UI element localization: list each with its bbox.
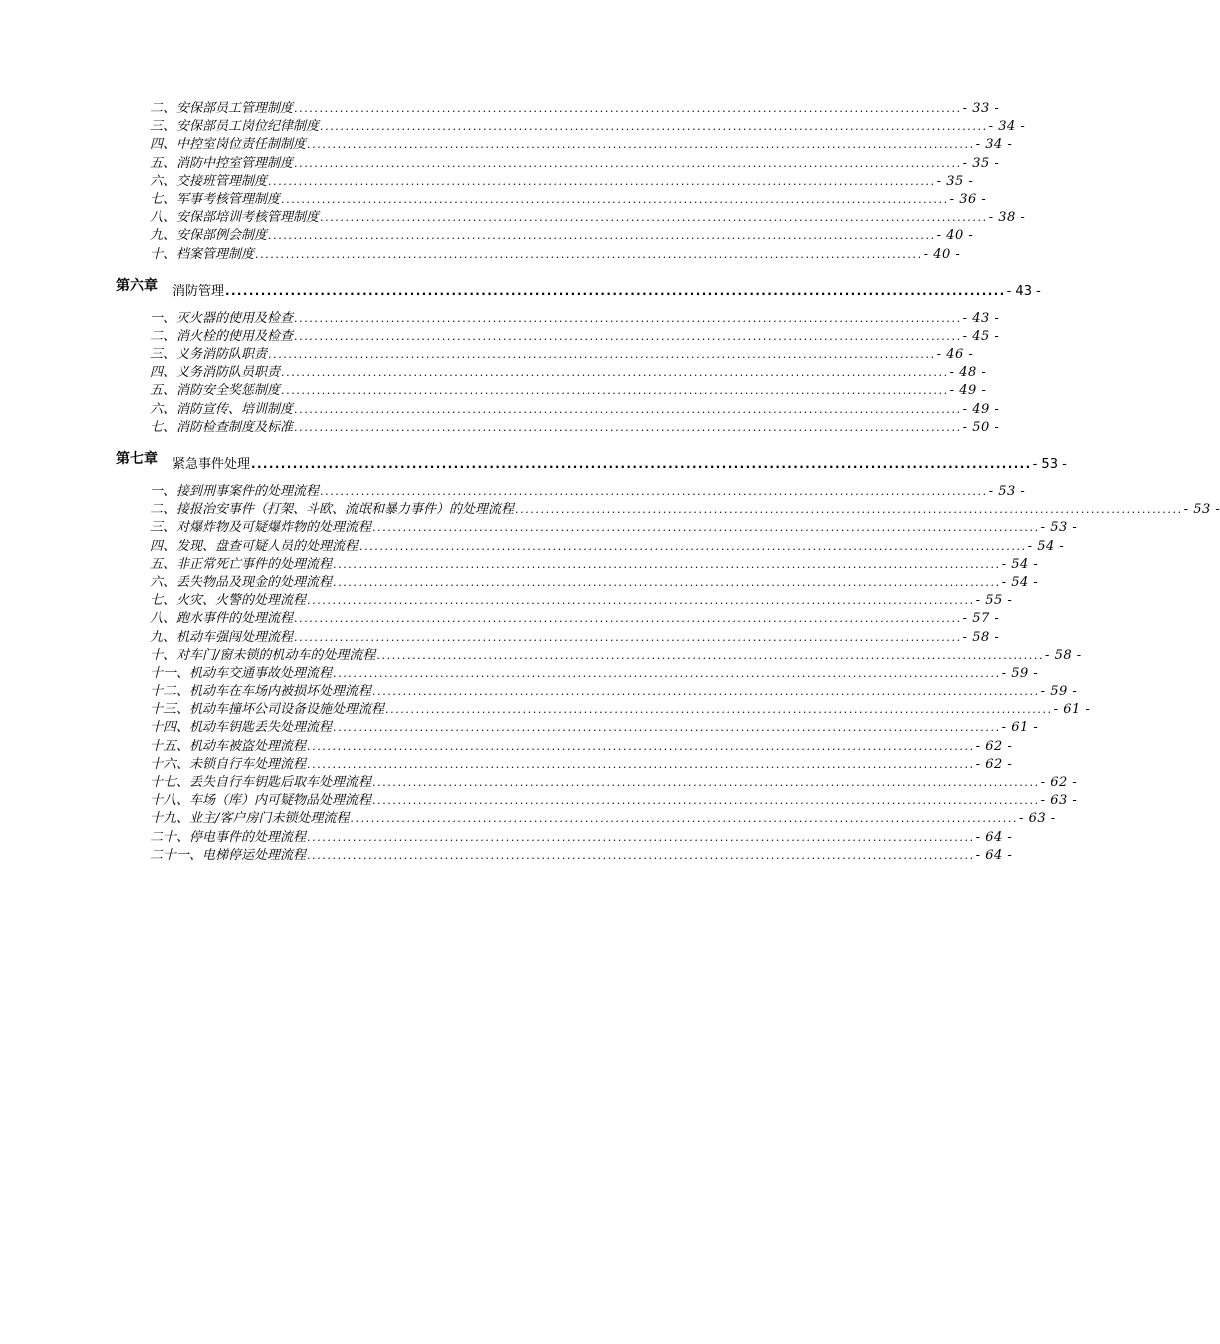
toc-group-chapter7 <box>116 483 1220 865</box>
toc-entry-page: - 49 - <box>962 401 1000 417</box>
toc-entry-page: - 61 - <box>1053 702 1091 718</box>
toc-entry[interactable] <box>150 774 1078 792</box>
toc-entry-page: - 59 - <box>1040 684 1078 700</box>
toc-entry-title: 七、火灾、火警的处理流程 <box>150 593 307 609</box>
toc-entry[interactable] <box>150 191 987 209</box>
toc-entry[interactable] <box>150 173 974 191</box>
toc-entry-title: 十八、车场（库）内可疑物品处理流程 <box>150 793 372 809</box>
toc-entry-title: 五、消防中控室管理制度 <box>150 155 294 171</box>
toc-entry-page: - 35 - <box>936 173 974 189</box>
toc-entry-page: - 40 - <box>923 246 961 262</box>
chapter-page: - 43 - <box>1006 283 1041 299</box>
chapter-title: 紧急事件处理 <box>172 457 251 472</box>
leader-dots: ................................................................................................................................... <box>515 503 1183 517</box>
toc-entry-page: - 53 - <box>1183 502 1220 518</box>
toc-entry-page: - 43 - <box>962 310 1000 326</box>
toc-entry-title: 六、丢失物品及现金的处理流程 <box>150 574 333 590</box>
leader-dots: ................................................................................................................................... <box>372 794 1040 808</box>
toc-entry-page: - 62 - <box>975 738 1013 754</box>
toc-entry-title: 十三、机动车撞坏公司设备设施处理流程 <box>150 702 385 718</box>
leader-dots: ................................................................................................................................... <box>333 557 1001 571</box>
toc-entry-title: 五、消防安全奖惩制度 <box>150 383 281 399</box>
toc-entry-title: 九、安保部例会制度 <box>150 228 268 244</box>
toc-entry-title: 十九、业主/客户房门未锁处理流程 <box>150 811 350 827</box>
toc-entry-title: 十六、未锁自行车处理流程 <box>150 756 307 772</box>
toc-entry[interactable] <box>150 501 1220 519</box>
toc-entry-title: 一、接到刑事案件的处理流程 <box>150 484 320 499</box>
toc-entry-title: 十五、机动车被盗处理流程 <box>150 738 307 754</box>
toc-entry[interactable] <box>150 136 1013 154</box>
toc-entry-page: - 58 - <box>962 629 1000 645</box>
toc-entry-page: - 40 - <box>936 228 974 244</box>
leader-dots: ................................................................................................................................... <box>307 757 975 771</box>
toc-entry-title: 二、安保部员工管理制度 <box>150 101 294 116</box>
toc-entry-page: - 55 - <box>975 593 1013 609</box>
leader-dots: ................................................................................................................................... <box>307 594 975 608</box>
toc-entry-page: - 38 - <box>988 210 1026 226</box>
toc-entry-title: 十、对车门/窗未锁的机动车的处理流程 <box>150 647 376 663</box>
toc-entry[interactable] <box>150 364 987 382</box>
toc-entry-page: - 49 - <box>949 383 987 399</box>
leader-dots: ................................................................................................................................... <box>307 848 975 862</box>
toc-entry[interactable] <box>150 346 974 364</box>
toc-entry[interactable] <box>150 519 1078 537</box>
toc-entry-title: 七、消防检查制度及标准 <box>150 419 294 435</box>
toc-entry[interactable] <box>150 629 1000 647</box>
toc-entry[interactable] <box>150 556 1039 574</box>
toc-group-chapter5-tail <box>116 100 1026 264</box>
toc-entry-title: 三、义务消防队职责 <box>150 347 268 363</box>
toc-entry[interactable] <box>150 538 1065 556</box>
leader-dots: ................................................................................................................................... <box>294 311 962 325</box>
toc-entry[interactable] <box>150 401 1000 419</box>
leader-dots: ................................................................................................................................... <box>294 102 962 115</box>
toc-entry-page: - 54 - <box>1027 538 1065 554</box>
leader-dots: ................................................................................................................................... <box>307 830 975 844</box>
leader-dots: ................................................................................................................................... <box>350 812 1019 826</box>
leader-dots: ................................................................................................................................... <box>225 283 1006 298</box>
toc-entry[interactable] <box>150 209 1026 227</box>
toc-entry[interactable] <box>150 701 1091 719</box>
toc-entry[interactable] <box>150 665 1039 683</box>
toc-entry[interactable] <box>150 328 1000 346</box>
leader-dots: ................................................................................................................................... <box>320 485 988 498</box>
toc-entry-page: - 36 - <box>949 191 987 207</box>
toc-entry-title: 六、消防宣传、培训制度 <box>150 401 294 417</box>
toc-entry[interactable] <box>150 683 1078 701</box>
leader-dots: ................................................................................................................................... <box>385 703 1053 717</box>
leader-dots: ................................................................................................................................... <box>307 138 975 152</box>
leader-dots: ................................................................................................................................... <box>320 211 988 225</box>
leader-dots: ................................................................................................................................... <box>376 648 1045 662</box>
toc-entry-title: 二、消火栓的使用及检查 <box>150 328 294 344</box>
toc-entry-page: - 64 - <box>975 847 1013 863</box>
toc-chapter-7[interactable] <box>116 451 1067 475</box>
toc-entry-title: 四、发现、盘查可疑人员的处理流程 <box>150 538 359 554</box>
toc-entry-page: - 64 - <box>975 829 1013 845</box>
toc-entry-title: 十二、机动车在车场内被损坏处理流程 <box>150 684 372 700</box>
chapter-title: 消防管理 <box>172 283 225 299</box>
leader-dots: ................................................................................................................................... <box>372 776 1040 789</box>
toc-entry-title: 十四、机动车钥匙丢失处理流程 <box>150 720 333 736</box>
leader-dots: ................................................................................................................................... <box>320 120 988 134</box>
table-of-contents <box>116 100 1220 865</box>
toc-entry[interactable] <box>150 100 1000 118</box>
toc-group-chapter6 <box>116 310 1000 437</box>
chapter-page: - 53 - <box>1032 457 1067 472</box>
toc-entry-page: - 50 - <box>962 419 1000 435</box>
toc-entry-title: 九、机动车强闯处理流程 <box>150 629 294 645</box>
toc-entry-title: 八、跑水事件的处理流程 <box>150 611 294 627</box>
toc-entry-title: 十、档案管理制度 <box>150 246 255 262</box>
chapter-number: 第七章 <box>116 451 158 467</box>
toc-entry[interactable] <box>150 155 1000 173</box>
toc-entry-title: 五、非正常死亡事件的处理流程 <box>150 556 333 572</box>
toc-entry[interactable] <box>150 310 1000 328</box>
toc-entry-title: 六、交接班管理制度 <box>150 173 268 189</box>
toc-entry[interactable] <box>150 246 961 264</box>
toc-entry-title: 十一、机动车交通事故处理流程 <box>150 665 333 681</box>
toc-entry-page: - 46 - <box>936 347 974 363</box>
toc-entry[interactable] <box>150 792 1078 810</box>
toc-entry[interactable] <box>150 227 974 245</box>
leader-dots: ................................................................................................................................... <box>281 384 949 398</box>
toc-entry-title: 三、安保部员工岗位纪律制度 <box>150 119 320 135</box>
toc-entry-page: - 53 - <box>988 484 1026 499</box>
toc-entry[interactable] <box>150 647 1082 665</box>
toc-chapter-6[interactable] <box>116 277 1041 302</box>
toc-entry-page: - 35 - <box>962 155 1000 171</box>
leader-dots: ................................................................................................................................... <box>333 575 1001 589</box>
toc-entry-page: - 34 - <box>975 137 1013 153</box>
toc-entry-title: 四、义务消防队员职责 <box>150 365 281 381</box>
toc-entry-title: 八、安保部培训考核管理制度 <box>150 210 320 226</box>
toc-entry-page: - 45 - <box>962 328 1000 344</box>
toc-entry-title: 三、对爆炸物及可疑爆炸物的处理流程 <box>150 520 372 536</box>
leader-dots: ................................................................................................................................... <box>294 612 962 626</box>
chapter-number: 第六章 <box>116 277 158 294</box>
toc-entry[interactable] <box>150 382 987 400</box>
toc-entry-page: - 48 - <box>949 365 987 381</box>
leader-dots: ................................................................................................................................... <box>294 402 962 416</box>
toc-entry[interactable] <box>150 483 1026 501</box>
toc-entry[interactable] <box>150 610 1000 628</box>
toc-entry-title: 二十一、电梯停运处理流程 <box>150 847 307 863</box>
leader-dots: ................................................................................................................................... <box>281 366 949 380</box>
toc-entry[interactable] <box>150 118 1026 136</box>
toc-entry[interactable] <box>150 719 1039 737</box>
toc-entry[interactable] <box>150 756 1013 774</box>
leader-dots: ................................................................................................................................... <box>307 739 975 753</box>
leader-dots: ................................................................................................................................... <box>294 420 962 434</box>
toc-entry[interactable] <box>150 574 1039 592</box>
toc-entry[interactable] <box>150 829 1013 847</box>
toc-entry-page: - 62 - <box>975 756 1013 772</box>
toc-entry-page: - 34 - <box>988 119 1026 135</box>
toc-entry-page: - 61 - <box>1001 720 1039 736</box>
toc-entry-title: 四、中控室岗位责任制制度 <box>150 137 307 153</box>
leader-dots: ................................................................................................................................... <box>268 348 936 362</box>
toc-entry-page: - 59 - <box>1001 665 1039 681</box>
toc-entry-title: 一、灭火器的使用及检查 <box>150 310 294 326</box>
toc-entry-page: - 63 - <box>1019 811 1056 827</box>
toc-entry-page: - 53 - <box>1040 520 1078 536</box>
toc-entry-title: 二十、停电事件的处理流程 <box>150 829 307 845</box>
leader-dots: ................................................................................................................................... <box>268 174 936 188</box>
leader-dots: ................................................................................................................................... <box>268 229 936 243</box>
toc-entry[interactable] <box>150 847 1013 865</box>
leader-dots: ................................................................................................................................... <box>294 156 962 170</box>
leader-dots: ................................................................................................................................... <box>359 539 1027 553</box>
toc-entry-page: - 33 - <box>962 101 1000 116</box>
toc-entry[interactable] <box>150 738 1013 756</box>
leader-dots: ................................................................................................................................... <box>251 457 1032 471</box>
toc-entry-page: - 63 - <box>1040 793 1078 809</box>
toc-entry[interactable] <box>150 419 1000 437</box>
leader-dots: ................................................................................................................................... <box>294 329 962 343</box>
toc-entry[interactable] <box>150 592 1013 610</box>
leader-dots: ................................................................................................................................... <box>294 630 962 644</box>
toc-entry-title: 七、军事考核管理制度 <box>150 191 281 207</box>
toc-entry-page: - 57 - <box>962 611 1000 627</box>
leader-dots: ................................................................................................................................... <box>372 685 1040 699</box>
leader-dots: ................................................................................................................................... <box>333 721 1001 735</box>
leader-dots: ................................................................................................................................... <box>372 521 1040 535</box>
toc-entry-page: - 58 - <box>1045 647 1082 663</box>
toc-entry-title: 十七、丢失自行车钥匙后取车处理流程 <box>150 775 372 790</box>
toc-entry-page: - 54 - <box>1001 574 1039 590</box>
toc-entry[interactable] <box>150 810 1056 828</box>
toc-entry-page: - 54 - <box>1001 556 1039 572</box>
leader-dots: ................................................................................................................................... <box>255 247 923 261</box>
toc-entry-title: 二、接报治安事件（打架、斗欧、流氓和暴力事件）的处理流程 <box>150 502 515 518</box>
leader-dots: ................................................................................................................................... <box>333 666 1001 680</box>
toc-entry-page: - 62 - <box>1040 775 1078 790</box>
leader-dots: ................................................................................................................................... <box>281 192 949 206</box>
